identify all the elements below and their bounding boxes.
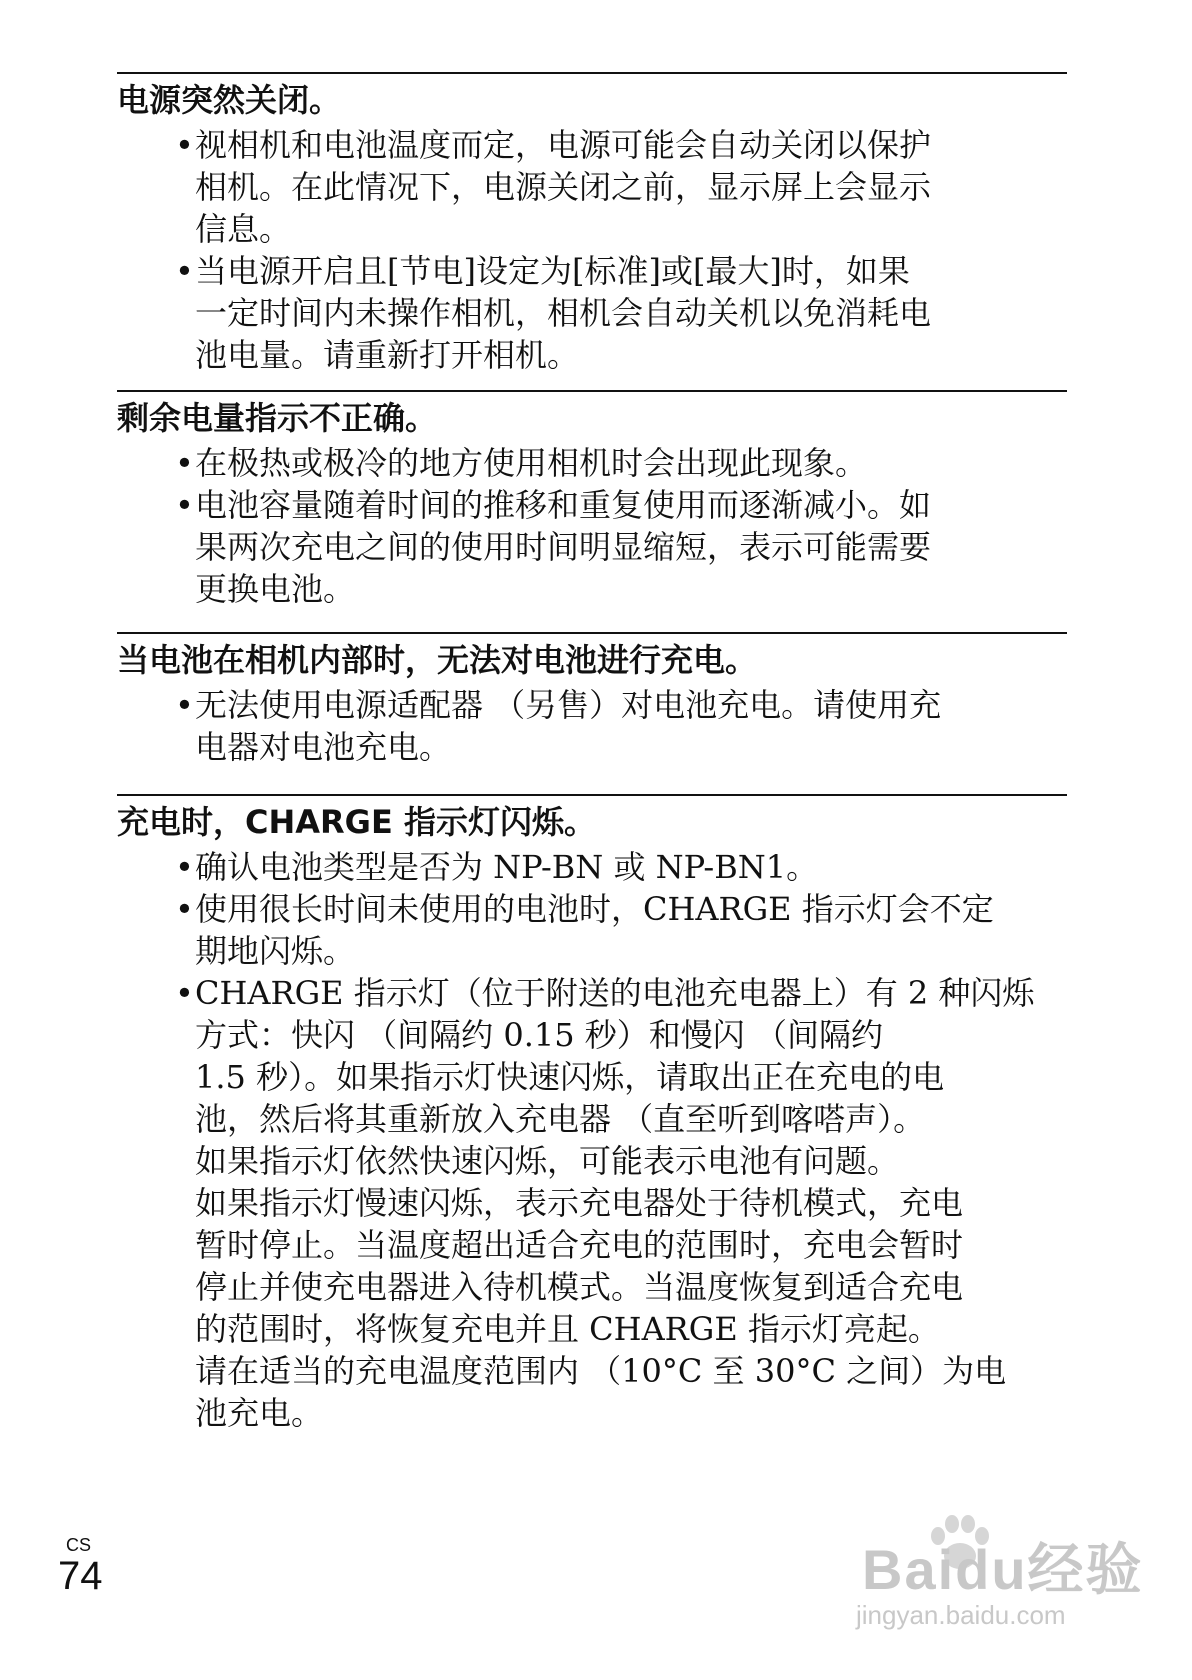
baidu-watermark [856, 1514, 1156, 1634]
section-divider [117, 632, 1067, 634]
section-heading: 当电池在相机内部时，无法对电池进行充电。 [117, 641, 758, 679]
section-heading: 剩余电量指示不正确。 [117, 399, 438, 437]
bullet-list [117, 442, 1067, 610]
watermark-logo: Baidu经验 [862, 1538, 1144, 1601]
bullet-icon: • [175, 126, 194, 164]
bullet-icon: • [175, 848, 194, 886]
bullet-icon: • [175, 252, 194, 290]
bullet-icon: • [175, 974, 194, 1012]
section-in-camera-charging [117, 632, 1067, 768]
bullet-icon: • [175, 686, 194, 724]
bullet-icon: • [175, 444, 194, 482]
list-item: • 当电源开启且[节电]设定为[标准]或[最大]时，如果 一定时间内未操作相机，相机会自动关机以免消耗电 池电量。请重新打开相机。 [175, 252, 932, 374]
list-item: • 在极热或极冷的地方使用相机时会出现此现象。 [175, 444, 868, 482]
bullet-list [117, 124, 1067, 376]
list-item: • 无法使用电源适配器 （另售）对电池充电。请使用充 电器对电池充电。 [175, 686, 942, 766]
section-heading: 充电时，CHARGE 指示灯闪烁。 [117, 803, 596, 841]
bullet-icon: • [175, 890, 194, 928]
language-code: CS [66, 1535, 92, 1555]
bullet-icon: • [175, 486, 194, 524]
bullet-list [117, 846, 1067, 1434]
bullet-list [117, 684, 1067, 768]
section-heading: 电源突然关闭。 [117, 81, 342, 119]
section-power-off [117, 72, 1067, 376]
section-divider [117, 794, 1067, 796]
section-charge-lamp-flashing [117, 794, 1067, 1434]
page-number [58, 1536, 103, 1598]
list-item: • 使用很长时间未使用的电池时，CHARGE 指示灯会不定 期地闪烁。 [175, 890, 994, 970]
section-battery-indicator [117, 390, 1067, 610]
watermark-url: jingyan.baidu.com [856, 1600, 1066, 1630]
section-divider [117, 72, 1067, 74]
page-number-value: 74 [58, 1554, 103, 1598]
list-item: • CHARGE 指示灯（位于附送的电池充电器上）有 2 种闪烁 方式：快闪 （间隔约 0.15 秒）和慢闪 （间隔约 1.5 秒）。如果指示灯快速闪烁，请取出正在充电的电 池，然后将其重新放入充电器 （直至听到喀嗒声）。 如果指示灯依然快速闪烁，可能表示电池有问题。 如果指示灯慢速闪烁，表示充电器处于待机模式，充电 暂时停止。当温度超出适合充电的范围时，充电会暂时 停止并使充电器进入待机模式。当温度恢复到适合充电 的范围时，将恢复充电并且 CHARGE 指示灯亮起。 请在适当的充电温度范围内 （10°C 至 30°C 之间）为电 池充电。 [175, 974, 1035, 1432]
section-divider [117, 390, 1067, 392]
list-item: • 视相机和电池温度而定，电源可能会自动关闭以保护 相机。在此情况下，电源关闭之前，显示屏上会显示 信息。 [175, 126, 932, 248]
list-item: • 确认电池类型是否为 NP-BN 或 NP-BN1。 [175, 848, 819, 886]
list-item: • 电池容量随着时间的推移和重复使用而逐渐减小。如 果两次充电之间的使用时间明显缩短，表示可能需要 更换电池。 [175, 486, 932, 608]
